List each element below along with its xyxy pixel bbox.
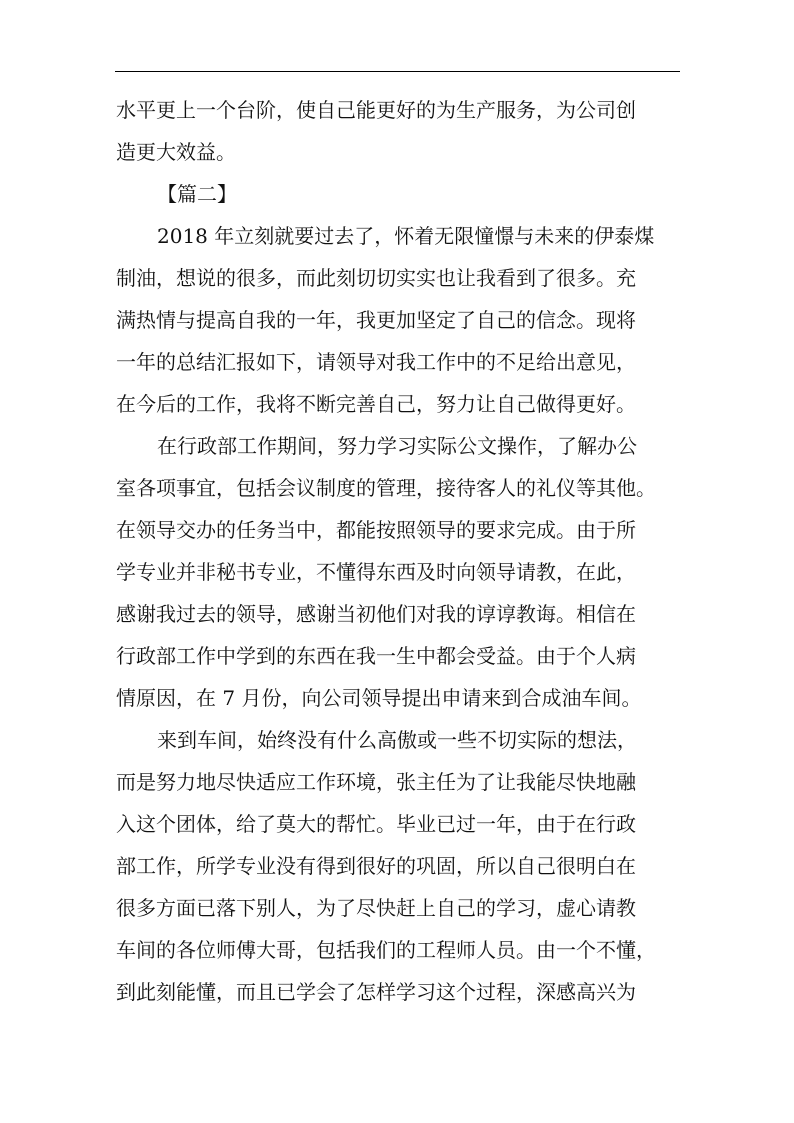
text-line: 2018 年立刻就要过去了，怀着无限憧憬与未来的伊泰煤 <box>157 224 655 248</box>
text-line: 水平更上一个台阶，使自己能更好的为生产服务，为公司创 <box>116 98 636 122</box>
text-line: 造更大效益。 <box>116 140 236 164</box>
text-line: 在领导交办的任务当中，都能按照领导的要求完成。由于所 <box>116 518 636 542</box>
section-heading: 【篇二】 <box>157 182 237 206</box>
text-line: 入这个团体，给了莫大的帮忙。毕业已过一年，由于在行政 <box>116 812 636 836</box>
text-line: 而是努力地尽快适应工作环境，张主任为了让我能尽快地融 <box>116 770 636 794</box>
text-line: 一年的总结汇报如下，请领导对我工作中的不足给出意见， <box>116 350 636 374</box>
text-line: 来到车间，始终没有什么高傲或一些不切实际的想法， <box>157 728 637 752</box>
text-line: 部工作，所学专业没有得到很好的巩固，所以自己很明白在 <box>116 854 636 878</box>
text-line: 在行政部工作期间，努力学习实际公文操作，了解办公 <box>157 434 637 458</box>
header-rule <box>115 71 680 72</box>
text-line: 学专业并非秘书专业，不懂得东西及时向领导请教，在此， <box>116 560 636 584</box>
text-line: 到此刻能懂，而且已学会了怎样学习这个过程，深感高兴为 <box>116 980 636 1004</box>
text-line: 室各项事宜，包括会议制度的管理，接待客人的礼仪等其他。 <box>116 476 656 500</box>
text-line: 制油，想说的很多，而此刻切切实实也让我看到了很多。充 <box>116 266 636 290</box>
text-line: 很多方面已落下别人，为了尽快赶上自己的学习，虚心请教 <box>116 896 636 920</box>
text-line: 行政部工作中学到的东西在我一生中都会受益。由于个人病 <box>116 644 636 668</box>
text-line: 感谢我过去的领导，感谢当初他们对我的谆谆教诲。相信在 <box>116 602 636 626</box>
text-line: 情原因，在 7 月份，向公司领导提出申请来到合成油车间。 <box>116 686 642 710</box>
text-line: 车间的各位师傅大哥，包括我们的工程师人员。由一个不懂， <box>116 938 656 962</box>
text-line: 在今后的工作，我将不断完善自己，努力让自己做得更好。 <box>116 392 636 416</box>
text-line: 满热情与提高自我的一年，我更加坚定了自己的信念。现将 <box>116 308 636 332</box>
